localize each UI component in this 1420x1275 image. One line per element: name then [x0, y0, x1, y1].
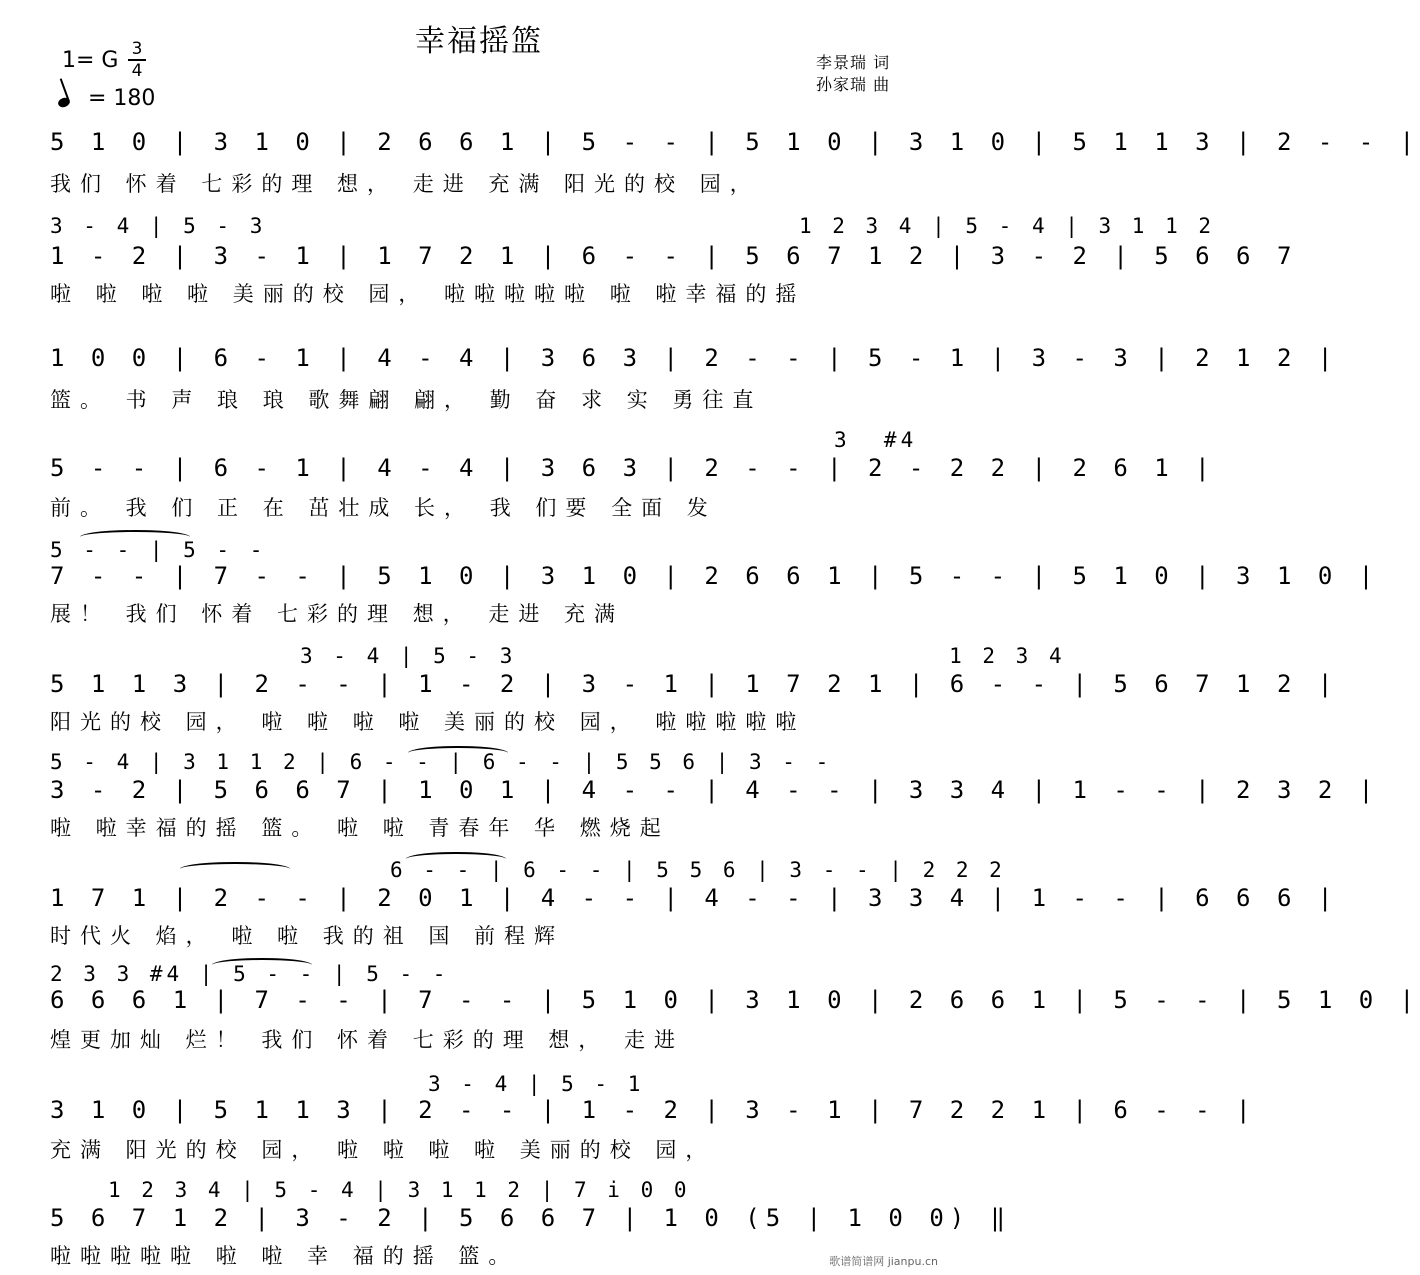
score-row	[50, 342, 1339, 422]
key-signature: 1= G	[62, 48, 119, 73]
score-row	[50, 126, 1420, 206]
notation-line: 7 - - | 7 - - | 5 1 0 | 3 1 0 | 2 6 6 1 | 5 - - | 5 1 0 | 3 1 0 |	[50, 562, 1380, 590]
harmony-line: 3 - 4 | 5 - 3 1 2 3 4	[300, 644, 1066, 668]
harmony-line: 5 - 4 | 3 1 1 2 | 6 - - | 6 - - | 5 5 6 | 3 - -	[50, 750, 833, 774]
notation-line: 5 1 1 3 | 2 - - | 1 - 2 | 3 - 1 | 1 7 2 1 | 6 - - | 5 6 7 1 2 |	[50, 670, 1339, 698]
notation-line: 6 6 6 1 | 7 - - | 7 - - | 5 1 0 | 3 1 0 | 2 6 6 1 | 5 - - | 5 1 0 |	[50, 986, 1420, 1014]
lyric-line: 充满 阳光的校 园， 啦 啦 啦 啦 美丽的校 园，	[50, 1138, 716, 1162]
harmony-line: 6 - - | 6 - - | 5 5 6 | 3 - - | 2 2 2	[390, 858, 1006, 882]
notation-line: 1 0 0 | 6 - 1 | 4 - 4 | 3 6 3 | 2 - - | 5 - 1 | 3 - 3 | 2 1 2 |	[50, 344, 1339, 372]
tie-mark	[180, 862, 290, 876]
score-row	[50, 1176, 1012, 1268]
time-signature-bottom: 4	[131, 61, 143, 81]
quarter-note-icon	[57, 96, 71, 109]
lyric-line: 阳光的校 园， 啦 啦 啦 啦 美丽的校 园， 啦啦啦啦啦	[50, 710, 806, 734]
notation-line: 3 1 0 | 5 1 1 3 | 2 - - | 1 - 2 | 3 - 1 | 7 2 2 1 | 6 - - |	[50, 1096, 1257, 1124]
notation-line: 5 - - | 6 - 1 | 4 - 4 | 3 6 3 | 2 - - | 2 - 2 2 | 2 6 1 |	[50, 454, 1216, 482]
lyric-line: 煌更加灿 烂！ 我们 怀着 七彩的理 想， 走进	[50, 1028, 685, 1052]
lyric-line: 展！ 我们 怀着 七彩的理 想， 走进 充满	[50, 602, 625, 626]
composer-credit: 孙家瑞 曲	[816, 75, 891, 94]
tempo-value: = 180	[88, 86, 156, 111]
lyricist-credit: 李景瑞 词	[816, 53, 891, 72]
time-signature	[128, 40, 146, 80]
notation-line: 1 - 2 | 3 - 1 | 1 7 2 1 | 6 - - | 5 6 7 1 2 | 3 - 2 | 5 6 6 7	[50, 242, 1298, 270]
credits	[816, 52, 890, 96]
song-title: 幸福摇篮	[415, 24, 543, 59]
notation-line: 3 - 2 | 5 6 6 7 | 1 0 1 | 4 - - | 4 - - | 3 3 4 | 1 - - | 2 3 2 |	[50, 776, 1380, 804]
lyric-line: 我们 怀着 七彩的理 想， 走进 充满 阳光的校 园，	[50, 172, 760, 196]
lyric-line: 篮。 书 声 琅 琅 歌舞翩 翩， 勤 奋 求 实 勇往直	[50, 388, 763, 412]
site-watermark: 歌谱简谱网 jianpu.cn	[829, 1255, 938, 1268]
lyric-line: 时代火 焰， 啦 啦 我的祖 国 前程辉	[50, 924, 565, 948]
score-row	[50, 858, 1339, 948]
score-row	[50, 428, 1216, 524]
time-signature-top: 3	[131, 39, 143, 59]
harmony-line: 3 - 4 | 5 - 3 1 2 3 4 | 5 - 4 | 3 1 1 2	[50, 214, 1216, 238]
harmony-line: 1 2 3 4 | 5 - 4 | 3 1 1 2 | 7 i 0 0	[108, 1178, 691, 1202]
lyric-line: 啦 啦 啦 啦 美丽的校 园， 啦啦啦啦啦 啦 啦幸福的摇	[50, 282, 806, 306]
notation-line: 5 6 7 1 2 | 3 - 2 | 5 6 6 7 | 1 0 (5 | 1 0 0) ‖	[50, 1204, 1012, 1232]
score-row	[50, 1072, 1257, 1164]
score-row	[50, 538, 1380, 628]
harmony-line: 5 - - | 5 - -	[50, 538, 267, 562]
score-row	[50, 644, 1339, 734]
score-row	[50, 214, 1298, 310]
lyric-line: 前。 我 们 正 在 茁壮成 长， 我 们要 全面 发	[50, 496, 717, 520]
lyric-line: 啦 啦幸福的摇 篮。 啦 啦 青春年 华 燃烧起	[50, 816, 670, 840]
harmony-line: 3 - 4 | 5 - 1	[428, 1072, 645, 1096]
harmony-line: 3 #4	[834, 428, 918, 452]
score-row	[50, 962, 1420, 1054]
score-row	[50, 750, 1380, 840]
harmony-line: 2 3 3 #4 | 5 - - | 5 - -	[50, 962, 450, 986]
notation-line: 1 7 1 | 2 - - | 2 0 1 | 4 - - | 4 - - | 3 3 4 | 1 - - | 6 6 6 |	[50, 884, 1339, 912]
tempo-marking	[58, 86, 155, 111]
lyric-line: 啦啦啦啦啦 啦 啦 幸 福的摇 篮。	[50, 1244, 519, 1268]
notation-line: 5 1 0 | 3 1 0 | 2 6 6 1 | 5 - - | 5 1 0 | 3 1 0 | 5 1 1 3 | 2 - - |	[50, 128, 1420, 156]
